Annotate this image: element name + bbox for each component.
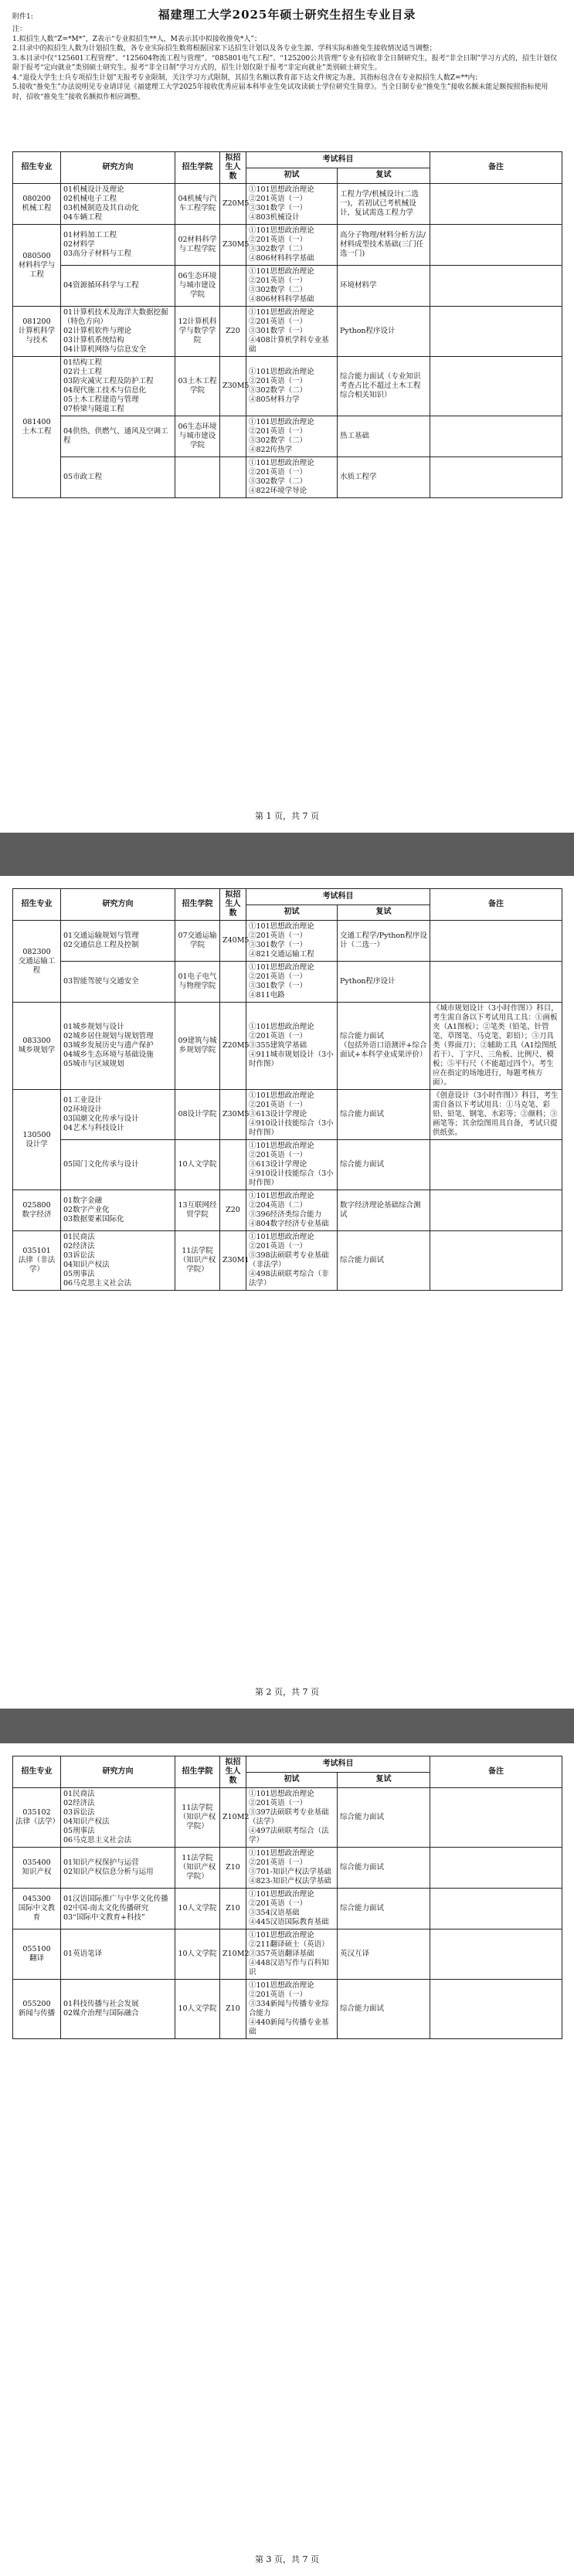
document-title: 福建理工大学2025年硕士研究生招生专业目录 (158, 8, 416, 22)
initial-exam-cell: ①101思想政治理论 ②201英语（一） ③613设计学理论 ④910设计技能综合（3小时作图） (246, 1090, 338, 1140)
direction-cell: 01知识产权保护与运营 02知识产权信息分析与运用 (61, 1848, 175, 1889)
remark-cell (430, 1190, 562, 1231)
header-school: 招生学院 (175, 152, 220, 184)
initial-exam-cell: ①101思想政治理论 ②201英语（一） ③355建筑学基础 ④911城市规划设计（3小时作图） (246, 1003, 338, 1090)
header-row (13, 152, 562, 168)
table-row (13, 225, 562, 266)
retest-cell: 综合能力面试 (338, 1090, 430, 1140)
header-quota: 拟招生人数 (220, 152, 246, 184)
retest-cell: 环境材料学 (338, 266, 430, 307)
major-cell: 035102 法律（法学） (13, 1788, 61, 1848)
initial-exam-cell: ①101思想政治理论 ②201英语（一） ③301数学（一） ④803机械设计 (246, 184, 338, 225)
header-initial: 初试 (246, 168, 338, 184)
quota-cell: Z20M5 (220, 184, 246, 225)
header-exam: 考试科目 (246, 152, 430, 168)
retest-cell: 综合能力面试 (338, 1140, 430, 1190)
initial-exam-cell: ①101思想政治理论 ②201英语（一） ③302数学（二） ④822环境学导论 (246, 457, 338, 498)
header-initial: 初试 (246, 904, 338, 921)
header-retest: 复试 (338, 168, 430, 184)
major-cell: 035400 知识产权 (13, 1848, 61, 1889)
remark-cell: 《创意设计（3小时作图）》科目，考生需自备以下考试用具：①马克笔、彩铅、铅笔、钢笔、水彩等；②颜料；③画笔等；其余绘图用具自备，考试只提供纸张。 (430, 1090, 562, 1140)
direction-cell: 04供热、供燃气、通风及空调工程 (61, 416, 175, 457)
table-row (13, 184, 562, 225)
quota-cell: Z30M5 (220, 1090, 246, 1140)
header-retest: 复试 (338, 1772, 430, 1788)
direction-cell: 03智能驾驶与交通安全 (61, 962, 175, 1003)
major-cell: 080200 机械工程 (13, 184, 61, 225)
quota-cell: Z20M5 (220, 1003, 246, 1090)
retest-cell: Python程序设计 (338, 307, 430, 357)
initial-exam-cell: ①101思想政治理论 ②201英语（一） ③701-知识产权法学基础 ④823-知识产权法学基础 (246, 1848, 338, 1889)
note-line: 4.“退役大学生士兵专项招生计划”无报考专业限制，关注学习方式限制，其招生名额以教育部下达文件规定为准，其指标包含在专业拟招生人数Z=**内； (12, 73, 482, 82)
retest-cell: 交通工程学/Python程序设计（二选一） (338, 921, 430, 962)
direction-cell: 01工业设计 02环境设计 03国潮文化传承与设计 04艺术与科技设计 (61, 1090, 175, 1140)
school-cell: 13互联网经贸学院 (175, 1190, 220, 1231)
direction-cell: 01民商法 02经济法 03诉讼法 04知识产权法 05刑事法 06马克思主义社会法 (61, 1231, 175, 1291)
initial-exam-cell: ①101思想政治理论 ②201英语（一） ③301数学（一） ④408计算机学科专业基础 (246, 307, 338, 357)
remark-cell (430, 416, 562, 457)
header-initial: 初试 (246, 1772, 338, 1788)
quota-cell: Z30M5 (220, 225, 246, 266)
table-row (13, 266, 562, 307)
retest-cell: 综合能力面试 (338, 1231, 430, 1291)
table-row (13, 1980, 562, 2039)
direction-cell: 01机械设计及理论 02机械电子工程 03机械制造及其自动化 04车辆工程 (61, 184, 175, 225)
header-direction: 研究方向 (61, 152, 175, 184)
quota-cell: Z10 (220, 1848, 246, 1889)
page-1 (0, 0, 574, 833)
school-cell: 01电子电气与物理学院 (175, 962, 220, 1003)
remark-cell (430, 1140, 562, 1190)
direction-cell: 01交通运输规划与管理 02交通信息工程及控制 (61, 921, 175, 962)
page-footer: 第 1 页，共 7 页 (255, 811, 319, 821)
table-row (13, 457, 562, 498)
header-school: 招生学院 (175, 1756, 220, 1788)
quota-cell: Z10M2 (220, 1788, 246, 1848)
school-cell: 11法学院（知识产权学院） (175, 1788, 220, 1848)
quota-cell: Z40M5 (220, 921, 246, 962)
initial-exam-cell: ①101思想政治理论 ②201英语（一） ③334新闻与传播专业综合能力 ④440新闻与传播专业基础 (246, 1980, 338, 2039)
major-cell: 081200 计算机科学与技术 (13, 307, 61, 357)
initial-exam-cell: ①101思想政治理论 ②201英语（一） ③302数学（二） ④806材料科学基础 (246, 225, 338, 266)
note-line: 1.拟招生人数“Z=*M*”，Z表示“专业拟招生**人，M表示其中拟接收推免*人”； (12, 35, 261, 43)
header-direction: 研究方向 (61, 1756, 175, 1788)
retest-cell: 数字经济理论基础综合测试 (338, 1190, 430, 1231)
header-quota: 拟招生人数 (220, 1756, 246, 1788)
table-row (13, 1929, 562, 1980)
retest-cell: 水质工程学 (338, 457, 430, 498)
school-cell: 11法学院（知识产权学院） (175, 1848, 220, 1889)
major-cell: 080500 材料科学与工程 (13, 225, 61, 307)
initial-exam-cell: ①101思想政治理论 ②201英语（一） ③302数学（二） ④805材料力学 (246, 357, 338, 416)
table-row (13, 1090, 562, 1140)
notes-label: 注： (12, 25, 27, 33)
quota-cell: Z20 (220, 1190, 246, 1231)
initial-exam-cell: ①101思想政治理论 ②201英语（一） ③397法硕联考专业基础（法学） ④497法硕联考综合（法学） (246, 1788, 338, 1848)
header-major: 招生专业 (13, 152, 61, 184)
table-row (13, 962, 562, 1003)
direction-cell: 01结构工程 02岩土工程 03防灾减灾工程及防护工程 04现代施工技术与信息化 05土木工程建造与管理 07桥梁与隧道工程 (61, 357, 175, 416)
quota-cell: Z10M2 (220, 1929, 246, 1980)
retest-cell: 综合能力面试（专业知识考查占比不超过土木工程综合相关知识） (338, 357, 430, 416)
remark-cell (430, 962, 562, 1003)
page-footer: 第 3 页，共 7 页 (255, 2554, 319, 2564)
school-cell: 11法学院（知识产权学院） (175, 1231, 220, 1291)
major-cell: 082300 交通运输工程 (13, 921, 61, 1003)
remark-cell (430, 457, 562, 498)
page-3 (0, 1743, 574, 2576)
quota-cell: Z30M1 (220, 1231, 246, 1291)
note-line: 5.接收“推免生”办法说明见专业请详见《福建理工大学2025年接收优秀应届本科毕业生免试攻读硕士学位研究生简章》。当全日制专业“推免生”接收名额未能足额按照指标使用时，招收“推免生”接收名额拟作相应调整。 (12, 83, 549, 101)
header-remark: 备注 (430, 889, 562, 921)
table-row (13, 1190, 562, 1231)
remark-cell (430, 357, 562, 416)
remark-cell (430, 1929, 562, 1980)
school-cell: 08设计学院 (175, 1090, 220, 1140)
quota-cell: Z10 (220, 1889, 246, 1929)
header-exam: 考试科目 (246, 1756, 430, 1773)
header-major: 招生专业 (13, 1756, 61, 1788)
initial-exam-cell: ①101思想政治理论 ②201英语（一） ③301数学（一） ④811电路 (246, 962, 338, 1003)
major-cell: 025800 数字经济 (13, 1190, 61, 1231)
header-remark: 备注 (430, 1756, 562, 1788)
direction-cell: 01城乡规划与设计 02城乡居住规划与规划管理 03城乡发展历史与遗产保护 04城乡生态环境与基础设施 05城市与区域规划 (61, 1003, 175, 1090)
remark-cell (430, 1848, 562, 1889)
initial-exam-cell: ①101思想政治理论 ②201英语（一） ③302数学（二） ④822传热学 (246, 416, 338, 457)
school-cell: 06生态环境与城市建设学院 (175, 416, 220, 457)
quota-cell (220, 962, 246, 1003)
school-cell: 02材料科学与工程学院 (175, 225, 220, 266)
header-school: 招生学院 (175, 889, 220, 921)
table-row (13, 1231, 562, 1291)
retest-cell: 英汉互译 (338, 1929, 430, 1980)
quota-cell: Z20 (220, 307, 246, 357)
initial-exam-cell: ①101思想政治理论 ②211翻译硕士（英语） ③357英语翻译基础 ④448汉语写作与百科知识 (246, 1929, 338, 1980)
retest-cell: Python程序设计 (338, 962, 430, 1003)
header-exam: 考试科目 (246, 889, 430, 905)
major-cell: 081400 土木工程 (13, 357, 61, 498)
header-remark: 备注 (430, 152, 562, 184)
quota-cell (220, 1140, 246, 1190)
initial-exam-cell: ①101思想政治理论 ②201英语（一） ③613设计学理论 ④910设计技能综合（3小时作图） (246, 1140, 338, 1190)
quota-cell: Z10 (220, 1980, 246, 2039)
notes-block (12, 25, 562, 102)
table-row (13, 416, 562, 457)
remark-cell (430, 1980, 562, 2039)
direction-cell: 05国门文化传承与设计 (61, 1140, 175, 1190)
retest-cell: 综合能力面试 (338, 1889, 430, 1929)
major-cell: 045300 国际中文教育 (13, 1889, 61, 1929)
note-line: 2.目录中的拟招生人数为计划招生数，各专业实际招生数将根据国家下达招生计划以及各专业生源、学科实际和推免生接收情况适当调整； (12, 45, 436, 53)
retest-cell: 综合能力面试 (338, 1980, 430, 2039)
table-row (13, 1848, 562, 1889)
table-row (13, 357, 562, 416)
school-cell (175, 457, 220, 498)
catalog-table (12, 151, 562, 498)
header-direction: 研究方向 (61, 889, 175, 921)
retest-cell: 热工基础 (338, 416, 430, 457)
table-row (13, 1003, 562, 1090)
school-cell: 10人文学院 (175, 1980, 220, 2039)
school-cell: 10人文学院 (175, 1140, 220, 1190)
remark-cell (430, 184, 562, 225)
remark-cell: 《城市规划设计（3小时作图）》科目，考生需自备以下考试用具工具：①画板夹（A1图板）；②笔类（铅笔、针管笔、草图笔、马克笔、彩铅）；③刀具类（界面刀）；②辅助工具（A1绘图纸若干）、丁字尺、三角板、比例尺、模板；⑤平行尺（不能超过四个）。考生应在指定的场地进行，每题考核方面）。 (430, 1003, 562, 1090)
initial-exam-cell: ①101思想政治理论 ②201英语（一） ③354汉语基础 ④445汉语国际教育基础 (246, 1889, 338, 1929)
table-row (13, 921, 562, 962)
header-row (13, 889, 562, 905)
catalog-table (12, 888, 562, 1291)
school-cell: 06生态环境与城市建设学院 (175, 266, 220, 307)
major-cell: 083300 城乡规划学 (13, 1003, 61, 1090)
header-row (13, 1756, 562, 1773)
remark-cell (430, 1231, 562, 1291)
major-cell: 130500 设计学 (13, 1090, 61, 1190)
page-footer: 第 2 页，共 7 页 (255, 1687, 319, 1697)
initial-exam-cell: ①101思想政治理论 ②201英语（一） ③302数学（二） ④806材料科学基础 (246, 266, 338, 307)
direction-cell: 01数字金融 02数字产业化 03数据要素国际化 (61, 1190, 175, 1231)
retest-cell: 高分子物理/材料分析方法/材料成型技术基础(三门任选一门) (338, 225, 430, 266)
remark-cell (430, 225, 562, 266)
initial-exam-cell: ①101思想政治理论 ②204英语（二） ③396经济类综合能力 ④804数字经济专业基础 (246, 1190, 338, 1231)
initial-exam-cell: ①101思想政治理论 ②201英语（一） ③301数学（一） ④821交通运输工程 (246, 921, 338, 962)
table-row (13, 1889, 562, 1929)
remark-cell (430, 921, 562, 962)
page-2 (0, 876, 574, 1709)
school-cell: 07交通运输学院 (175, 921, 220, 962)
school-cell: 04机械与汽车工程学院 (175, 184, 220, 225)
remark-cell (430, 307, 562, 357)
table-row (13, 307, 562, 357)
catalog-table (12, 1756, 562, 2039)
header-retest: 复试 (338, 904, 430, 921)
remark-cell (430, 1788, 562, 1848)
direction-cell: 01材料加工工程 02材料学 03高分子材料与工程 (61, 225, 175, 266)
school-cell: 12计算机科学与数学学院 (175, 307, 220, 357)
retest-cell: 工程力学/机械设计(二选一)，若初试已考机械设计，复试需选工程力学 (338, 184, 430, 225)
remark-cell (430, 1889, 562, 1929)
direction-cell: 01汉语国际推广与中华文化传播 02中国-南太文化传播研究 03“国际中文教育+科技” (61, 1889, 175, 1929)
retest-cell: 综合能力面试 (338, 1848, 430, 1889)
note-line: 3.本目录中仅“125601工程管理”、“125604物流工程与管理”、“085801电气工程”、“125200公共管理”专业有招收非全日制研究生，报考“非全日制”学习方式的，招生计划仅限于报考“定向就业”类别硕士研究生。报考“非全日制”学习方式的，招生计划仅限于报考“非定向就业”类别硕士研究生。 (12, 54, 558, 72)
school-cell: 10人文学院 (175, 1929, 220, 1980)
school-cell: 09建筑与城乡规划学院 (175, 1003, 220, 1090)
attachment-label: 附件1: (12, 13, 33, 21)
quota-cell: Z30M5 (220, 357, 246, 416)
quota-cell (220, 416, 246, 457)
direction-cell: 01计算机技术及海洋大数据挖掘（特色方向） 02计算机软件与理论 03计算机系统结构 04计算机网络与信息安全 (61, 307, 175, 357)
school-cell: 10人文学院 (175, 1889, 220, 1929)
header-major: 招生专业 (13, 889, 61, 921)
direction-cell: 01民商法 02经济法 03诉讼法 04知识产权法 05刑事法 06马克思主义社会法 (61, 1788, 175, 1848)
quota-cell (220, 457, 246, 498)
major-cell: 035101 法律（非法学） (13, 1231, 61, 1291)
direction-cell: 01科技传播与社会发展 02媒介治理与国际融合 (61, 1980, 175, 2039)
retest-cell: 综合能力面试 （包括外语口语测评+综合面试+本科学业成果评价） (338, 1003, 430, 1090)
quota-cell (220, 266, 246, 307)
remark-cell (430, 266, 562, 307)
direction-cell: 05市政工程 (61, 457, 175, 498)
table-row (13, 1788, 562, 1848)
retest-cell: 综合能力面试 (338, 1788, 430, 1848)
direction-cell: 01英语笔译 (61, 1929, 175, 1980)
major-cell: 055200 新闻与传播 (13, 1980, 61, 2039)
school-cell: 03土木工程学院 (175, 357, 220, 416)
header-quota: 拟招生人数 (220, 889, 246, 921)
direction-cell: 04资源循环科学与工程 (61, 266, 175, 307)
initial-exam-cell: ①101思想政治理论 ②201英语（一） ③398法硕联考专业基础（非法学） ④498法硕联考综合（非法学） (246, 1231, 338, 1291)
table-row (13, 1140, 562, 1190)
major-cell: 055100 翻译 (13, 1929, 61, 1980)
